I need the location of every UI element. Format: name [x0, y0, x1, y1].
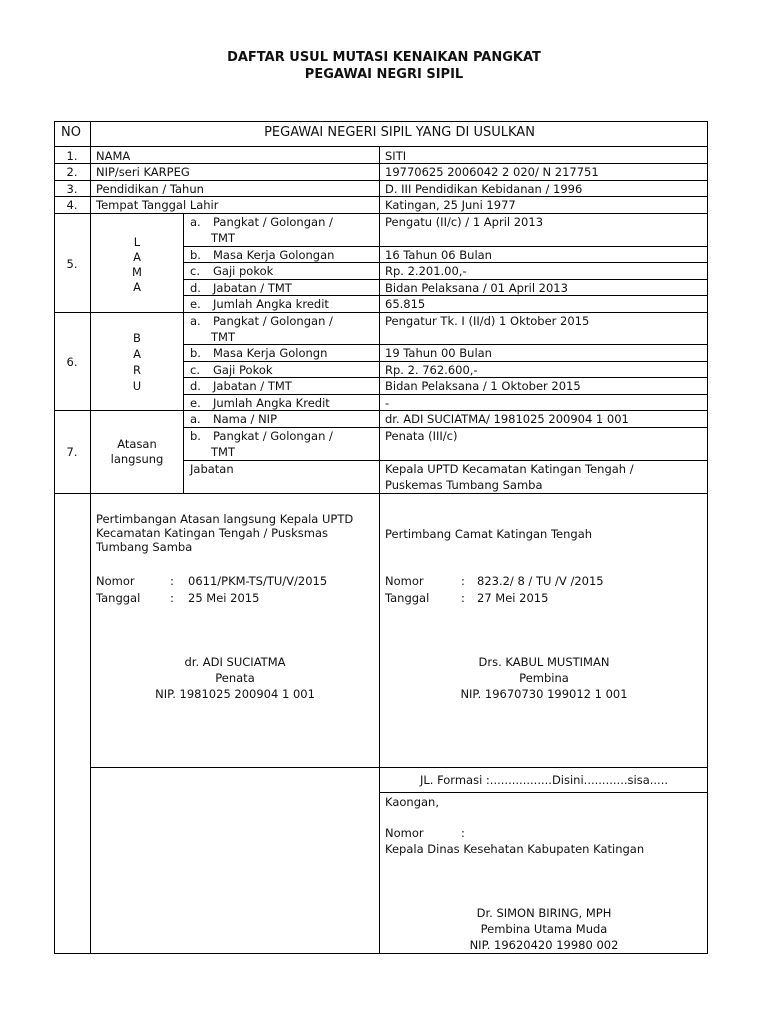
item-value: Pengatu (II/c) / 1 April 2013 [385, 215, 544, 229]
item-label: Masa Kerja Golongn [213, 346, 328, 360]
item-key: b. [190, 429, 201, 443]
nomor-label: Nomor [385, 574, 424, 588]
row-number: 6. [66, 355, 78, 369]
nomor-value: 0611/PKM-TS/TU/V/2015 [188, 574, 328, 588]
atasan-label: Atasan [117, 437, 157, 451]
item-label: Pangkat / Golongan / [213, 429, 333, 443]
item-value: Bidan Pelaksana / 1 Oktober 2015 [385, 379, 581, 393]
item-label-cont: TMT [211, 330, 235, 344]
item-value: - [385, 396, 390, 410]
baru-letter: A [133, 347, 141, 361]
item-label: Gaji Pokok [213, 363, 273, 377]
signer-name: Drs. KABUL MUSTIMAN [478, 655, 610, 669]
pertimbangan-left-heading: Pertimbangan Atasan langsung Kepala UPTD Kecamatan Katingan Tengah / Pusksmas Tumbang Samba [96, 512, 354, 554]
tanggal-value: 27 Mei 2015 [477, 591, 549, 605]
table-subrow-divider [183, 460, 708, 461]
kadis-office: Kepala Dinas Kesehatan Kabupaten Katingan [385, 842, 645, 856]
item-label: Pangkat / Golongan / [213, 215, 333, 229]
table-subrow-divider [183, 246, 708, 247]
table-row-divider [54, 180, 708, 181]
separator: : [170, 574, 174, 588]
item-key: a. [190, 314, 201, 328]
table-col-divider-sublabel [183, 213, 184, 493]
baru-letter: R [133, 363, 141, 377]
item-label: Jumlah Angka Kredit [213, 396, 330, 410]
table-subrow-divider [183, 344, 708, 345]
item-key: a. [190, 412, 201, 426]
kadis-greeting: Kaongan, [385, 795, 440, 809]
document-title-line-2: PEGAWAI NEGRI SIPIL [304, 67, 464, 82]
signer-rank: Penata [215, 671, 255, 685]
signer-rank: Pembina [519, 671, 569, 685]
row-number: 7. [66, 445, 78, 459]
tanggal-label: Tanggal [96, 591, 141, 605]
item-label-cont: TMT [211, 231, 235, 245]
item-label: Nama / NIP [213, 412, 278, 426]
row-number: 3. [66, 182, 78, 196]
nomor-value: 823.2/ 8 / TU /V /2015 [477, 574, 604, 588]
table-row-divider [54, 493, 708, 494]
header-title: PEGAWAI NEGERI SIPIL YANG DI USULKAN [264, 125, 535, 140]
item-key: d. [190, 281, 201, 295]
separator: : [461, 591, 465, 605]
item-value: Rp. 2.201.00,- [385, 264, 467, 278]
item-label-cont: TMT [211, 445, 235, 459]
lama-letter: L [133, 235, 141, 249]
row-label: Pendidikan / Tahun [96, 182, 204, 196]
table-row-divider [54, 410, 708, 411]
item-key: b. [190, 346, 201, 360]
table-row-divider [54, 163, 708, 164]
lama-letter: A [133, 280, 141, 294]
item-key: e. [190, 396, 201, 410]
table-col-divider-value [379, 146, 380, 954]
item-value: Penata (III/c) [385, 429, 458, 443]
kadis-nomor-label: Nomor [385, 826, 424, 840]
baru-letter: B [133, 331, 141, 345]
row-value: Katingan, 25 Juni 1977 [385, 198, 516, 212]
header-no: NO [61, 125, 81, 140]
table-subrow-divider [183, 262, 708, 263]
item-label: Jabatan [190, 462, 234, 476]
row-number: 4. [66, 198, 78, 212]
separator: : [170, 591, 174, 605]
table-subrow-divider [183, 427, 708, 428]
table-subrow-divider [183, 295, 708, 296]
row-label: NAMA [96, 149, 131, 163]
row-value: D. III Pendidikan Kebidanan / 1996 [385, 182, 583, 196]
item-value: Kepala UPTD Kecamatan Katingan Tengah / [385, 462, 634, 476]
pertimbangan-right-heading: Pertimbang Camat Katingan Tengah [385, 527, 593, 541]
signer-nip: NIP. 19670730 199012 1 001 [460, 687, 628, 701]
nomor-label: Nomor [96, 574, 135, 588]
item-label: Gaji pokok [213, 264, 274, 278]
item-value: Bidan Pelaksana / 01 April 2013 [385, 281, 568, 295]
row-value: 19770625 2006042 2 020/ N 217751 [385, 165, 599, 179]
table-row-divider [379, 792, 708, 793]
formasi-line: JL. Formasi :.................Disini............sisa..... [419, 773, 669, 787]
table-subrow-divider [183, 377, 708, 378]
signer-name: dr. ADI SUCIATMA [184, 655, 286, 669]
table-col-divider-section [90, 493, 91, 954]
item-value: Pengatur Tk. I (II/d) 1 Oktober 2015 [385, 314, 590, 328]
item-key: b. [190, 248, 201, 262]
item-label: Jabatan / TMT [213, 379, 292, 393]
item-value: 19 Tahun 00 Bulan [385, 346, 492, 360]
table-row-divider [54, 146, 708, 147]
row-value: SITI [385, 149, 407, 163]
table-row-divider [54, 312, 708, 313]
item-value: 65.815 [385, 297, 426, 311]
lama-letter: A [133, 250, 141, 264]
separator: : [461, 826, 465, 840]
separator: : [461, 574, 465, 588]
table-subrow-divider [183, 361, 708, 362]
item-key: c. [190, 363, 200, 377]
row-number: 1. [66, 149, 78, 163]
item-key: c. [190, 264, 200, 278]
item-value: 16 Tahun 06 Bulan [385, 248, 492, 262]
tanggal-label: Tanggal [385, 591, 430, 605]
item-label: Jabatan / TMT [213, 281, 292, 295]
table-row-divider [54, 196, 708, 197]
table-row-divider [90, 767, 708, 768]
item-key: e. [190, 297, 201, 311]
item-label: Masa Kerja Golongan [213, 248, 335, 262]
item-label: Jumlah Angka kredit [213, 297, 329, 311]
baru-letter: U [132, 379, 142, 393]
atasan-label: langsung [110, 452, 164, 466]
item-key: a. [190, 215, 201, 229]
table-subrow-divider [183, 394, 708, 395]
item-key: d. [190, 379, 201, 393]
row-label: NIP/seri KARPEG [96, 165, 190, 179]
tanggal-value: 25 Mei 2015 [188, 591, 260, 605]
lama-letter: M [132, 265, 142, 279]
item-label: Pangkat / Golongan / [213, 314, 333, 328]
signer-nip: NIP. 1981025 200904 1 001 [155, 687, 315, 701]
table-row-divider [54, 213, 708, 214]
signer-name: Dr. SIMON BIRING, MPH [476, 906, 612, 920]
row-label: Tempat Tanggal Lahir [96, 198, 219, 212]
item-value: dr. ADI SUCIATMA/ 1981025 200904 1 001 [385, 412, 629, 426]
signer-nip: NIP. 19620420 19980 002 [469, 938, 619, 952]
document-title-line-1: DAFTAR USUL MUTASI KENAIKAN PANGKAT [227, 50, 541, 65]
table-subrow-divider [183, 279, 708, 280]
item-value-cont: Puskemas Tumbang Samba [385, 478, 543, 492]
signer-rank: Pembina Utama Muda [480, 922, 608, 936]
item-value: Rp. 2. 762.600,- [385, 363, 478, 377]
row-number: 5. [66, 257, 78, 271]
row-number: 2. [66, 165, 78, 179]
